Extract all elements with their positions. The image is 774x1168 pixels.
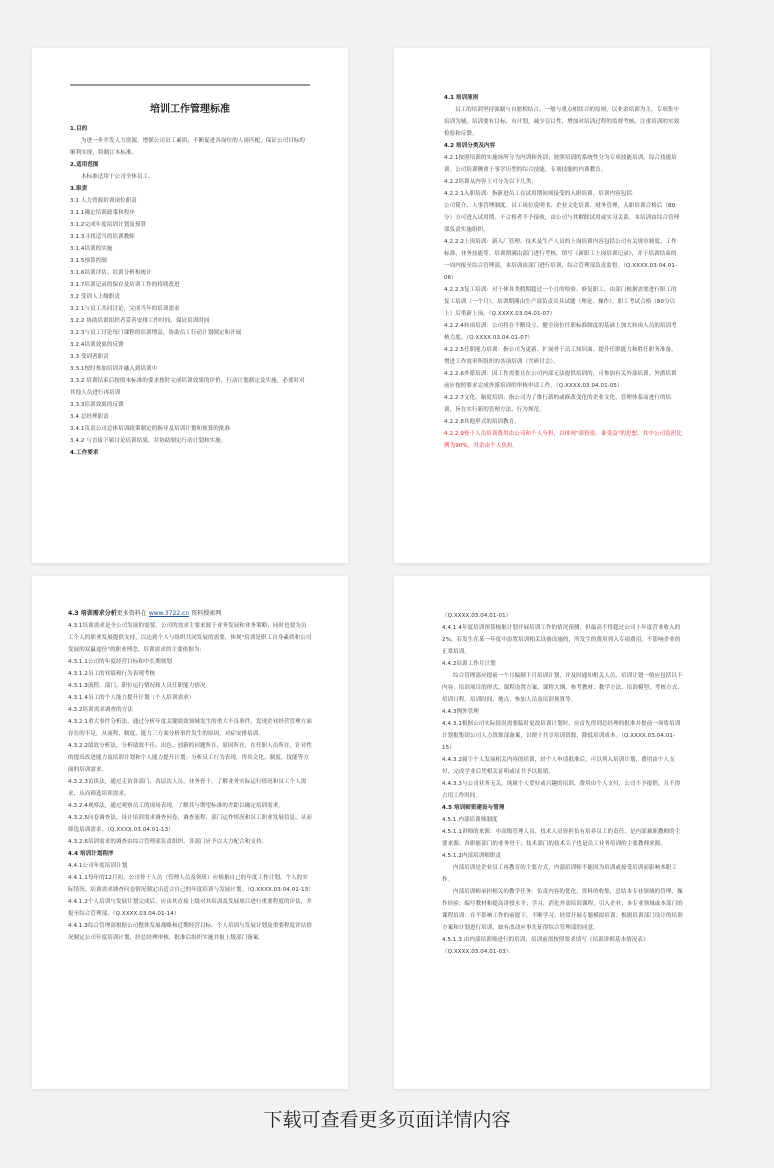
paragraph: 4.3.1.1公司的年度经营目标和中长期规划 bbox=[68, 659, 172, 665]
paragraph: 4.4.1.1每年的12月初，公司骨干人员（管理人员及领班）应根据自己的年度工作计划、个人的实际情况、培训需求调查问卷情况制定出适合自己的年度培训与发展计划。（Q.XXXX.03.04.01-13） bbox=[68, 875, 314, 893]
paragraph: （Q.XXXX.03.04.01-01） bbox=[442, 613, 512, 619]
paragraph: 4.3.2.4观察法，通过观察员工的现场表现，了解其与期望标准的差距以确定培训需求。 bbox=[68, 803, 284, 809]
paragraph: 4.4.3.3与公司业务无关，纯属个人爱好或兴趣的培训，费用由个人支付，公司不予报销，且不得占用工作时间。 bbox=[442, 781, 681, 799]
paragraph: 3.2.2 协助培训组织者妥善安排工作时间，保证培训时间 bbox=[70, 318, 210, 324]
paragraph: 3.2.4培训效果的反馈 bbox=[70, 342, 124, 348]
paragraph: 4.3.1.2员工的业绩和行为表现考核 bbox=[68, 671, 156, 677]
paragraph: 4.3.2.6培训需求的调查由综合管理部负责组织，各部门应予以大力配合和支持。 bbox=[68, 839, 268, 845]
paragraph: 4.5.1.3 由内部培训师进行的培训，培训前需按照要求填写《培训讲师基本情况表》（Q.XXXX.03.04.01-03）。 bbox=[442, 937, 649, 955]
paragraph: 本标准适用于公司全体员工。 bbox=[81, 174, 154, 180]
section-heading: 4.1 培训原则 bbox=[444, 95, 479, 101]
paragraph: 4.3.1.3流程、部门、职位运行情况和人员任职能力情况 bbox=[68, 683, 206, 689]
section-heading: 2.适用范围 bbox=[70, 162, 99, 168]
paragraph: 4.2.2.2上岗培训：新入厂管理、技术及生产人员的上岗培训内容包括公司有关规章制度、工作标准、业务技能等。培训期满由部门进行考核，填写《新职工上岗培训记录》，并于培训结束的一周内报至综合管理部，本培训由部门进行培训，综合管理部负责监督。（Q.XXXX.03.04.01-06） bbox=[444, 239, 678, 281]
paragraph: 4.4.1.4年度培训预算根据计划开展培训工作的情况预测，但最高不得超过公司上年度营业收入的2%。若发生在某一年度中添置培训相关设备设施的，所发生的费用列入专项费用，不影响企业的正常培训。 bbox=[442, 625, 681, 655]
section-heading: 4.5 培训师资建设与管理 bbox=[442, 805, 505, 811]
paragraph: 4.5.1.2内部培训师职责 bbox=[442, 853, 502, 859]
paragraph: 4.2.2.9骨干人员培训费用由公司和个人分担，以体现"谁投资、谁受益"的思想，其中公司负担比例为90%，其余由个人负担。 bbox=[444, 431, 683, 449]
paragraph: 4.2.2.4转岗培训：公司将在不断设立、健全岗位任职标准制度的基础上加大转岗人员的培训考核力度。（Q.XXXX.03.04.01-07） bbox=[444, 323, 677, 341]
paragraph: 3.4.1负责公司总体培训政策制定的指导及培训计划和预算的批准 bbox=[70, 426, 231, 432]
promo-site-name: 资料搜索网 bbox=[191, 610, 222, 617]
paragraph: 4.2.2.1入职培训：指新进员工在试用期间须接受的入职培训。培训内容包括： bbox=[444, 191, 638, 197]
paragraph: 4.3.2.1重大事件分析法，通过分析年度关键绩效领域发生的重大不良事件，发现企业经营管理方面存在的不足，从流程、制度、能力三方面分析事件发生的原因，对症安排培训。 bbox=[68, 719, 312, 737]
paragraph: 4.4.1.2个人培训与发展计划完成后，应由其直接上级对其培训及发展项目进行重要程度的评估，并报至综合管理部。（Q.XXXX.03.04.01-14） bbox=[68, 899, 312, 917]
paragraph: 3.3 受训者职责 bbox=[70, 354, 109, 360]
paragraph: 3.1.2完成年度培训计划及预算 bbox=[70, 222, 147, 228]
page-body bbox=[442, 610, 684, 958]
paragraph: 3.4 总经理职责 bbox=[70, 414, 109, 420]
paragraph: 4.2.2.5任职能力培训：指公司为更新、扩展骨干员工知识面、提升任职能力和胜任职务准备，增进工作效率所组织的各项培训（含研讨会）。 bbox=[444, 347, 677, 365]
page-body bbox=[68, 620, 312, 944]
page-body bbox=[70, 123, 310, 459]
promo-text: 更多资料在 bbox=[116, 610, 147, 617]
section-heading: 4.工作要求 bbox=[70, 450, 99, 456]
paragraph: 3.1.1确定培训政策和程序 bbox=[70, 210, 135, 216]
paragraph: 4.5.1.1讲师的来源：中高级管理人员、技术人员皆担负有培养员工的责任，是内部兼职教师的主要来源；各职能部门的业务骨干；技术部门的技术尖子也是员工业务培训的主要教师来源。 bbox=[442, 829, 681, 847]
paragraph: 4.3.2培训需求调查的方法 bbox=[68, 707, 133, 713]
paragraph: 4.2.2.8其他形式的培训教育。 bbox=[444, 419, 520, 425]
document-title: 培训工作管理标准 bbox=[150, 104, 230, 115]
paragraph: 4.4.1公司年度培训计划 bbox=[68, 863, 128, 869]
paragraph: 综合管理部应提前一个月编制下月培训计划，并及时通知相关人员，培训计划一般应包括以下内容：培训项目的形式、课程设置方案、课程大纲、参考教材、教学方法、培训模型、考核方式、培训日程、培训时间、地点、参加人员及培训预算等。 bbox=[442, 673, 683, 703]
paragraph: 4.3.2.2绩效分析法，分析绩效不佳、出色、创新的问题所在、原因所在，在任职人员所在，针对性的提出改进能力及培训计划和个人能力提升计划；分析员工行为表现，得出文化、制度、技能等方面的培训需求。 bbox=[68, 743, 312, 773]
paragraph: 3.4.2 与直接下属讨论培训结果，并协助制定行动计划和实施。 bbox=[70, 438, 227, 444]
paragraph: 4.3.1培训需求是全公司发展的需要，公司的需求主要来源于业务发展和业务策略；同时也要为员工个人的职业发展提供支持，以达到个人与组织共同发展的需要，体现"培训是职工自身素质和公司发展的双赢途径"的职业理念。培训需求的主要依据为： bbox=[68, 623, 312, 653]
paragraph: 3.1.4培训的实施 bbox=[70, 246, 113, 252]
paragraph: 3.1 人力资源培训岗位职责 bbox=[70, 198, 137, 204]
document-page-4 bbox=[394, 576, 710, 1089]
section-heading: 4.3 培训需求分析 bbox=[68, 610, 117, 617]
paragraph: 4.2.2培训从内容上可分为以下几类： bbox=[444, 179, 537, 185]
paragraph: 4.3.2.5问卷调查法，设计培训需求调查问卷，调查流程、部门运作情况和员工职业发展信息，从而筛选培训需求。（Q.XXXX.03.04.01-13） bbox=[68, 815, 312, 833]
promo-link[interactable]: www.3722.cn bbox=[148, 610, 190, 617]
paragraph: 4.3.2.3访谈法，通过走访各部门、各层次人员、业务骨干，了解业务实际运行情况和员工个人需求，从而筛选培训需求。 bbox=[68, 779, 307, 797]
paragraph: 内部培训是企业员工再教育的主要方式，内部培训师不能因为培训或接受培训而影响本职工作。 bbox=[442, 865, 678, 883]
section-heading: 1.目的 bbox=[70, 126, 88, 132]
page-top-rule bbox=[70, 84, 310, 86]
paragraph: 员工的培训坚持强制与自愿相结合、一般与重点相结合的原则，以业余培训为主，专项集中培训为辅，培训要有目标，有计划，减少盲目性，增加对培训过程的监督考核，注重培训的实效检验和反馈。 bbox=[444, 107, 680, 137]
section-heading: 3.职责 bbox=[70, 186, 88, 192]
page-body bbox=[444, 92, 682, 452]
paragraph: 4.4.1.3综合管理部根据公司整体发展战略和近期经营目标、个人培训与发展计划及重要程度评估情况制定公司年度培训计划，经总经理审核、批准后组织实施并报上级部门备案。 bbox=[68, 923, 312, 941]
paragraph: 4.2.2.6外派培训：因工作需要且在公司内部无法提供培训的，可参加有关外部培训。外派培训前应按照要求完成外派培训的审核申请工作。（Q.XXXX.03.04.01-05） bbox=[444, 371, 677, 389]
paragraph: 4.5.1.内部培训师制度 bbox=[442, 817, 498, 823]
paragraph: 4.2.1按照培训的实施场所分为内训和外训；按照培训的系统性分为专项技能培训，综合技能培训。公司培训侧重于事学历型的综合技能，专项技能的内训教育。 bbox=[444, 155, 677, 173]
paragraph: 3.2.1与员工共同讨论，完成当年的培训需求 bbox=[70, 306, 180, 312]
document-page-1 bbox=[32, 48, 348, 563]
paragraph: 3.3.1按时参加培训并融入到培训中 bbox=[70, 366, 158, 372]
paragraph: 3.1.7培训记录的保存及培训工作的持续改进 bbox=[70, 282, 180, 288]
paragraph: 3.1.3寻找适当的培训教师 bbox=[70, 234, 135, 240]
paragraph: 3.3.3培训效果的反馈 bbox=[70, 402, 124, 408]
paragraph: 3.1.6培训评估、培训分析和统计 bbox=[70, 270, 152, 276]
paragraph: 公司简介、人事管理制度、员工岗位说明书、企业文化培训、财务管理，入职培训合格后（80分）方可进入试用期。不合格者不予接收，由公司与其解除试用或实习关系。本培训由综合管理部负责实施组织。 bbox=[444, 203, 680, 233]
paragraph: 4.4.3.2属于个人发展相关内容的培训，经个人申请批准后，可以列入培训计划，费用由个人支付，完成学业后凭相关证明或证书予以报销。 bbox=[442, 757, 675, 775]
paragraph: 4.2.2.3复工培训：对于休各类假期超过一个月的检验、修复职工，由部门根据需要进行职工的复工培训（一个月）。培训期满由生产部负责出具试题（理论、操作），职工考试合格（80分以上）后重新上岗。（Q.XXXX.03.04.01-07） bbox=[444, 287, 677, 317]
document-page-2 bbox=[394, 48, 710, 563]
document-page-3 bbox=[32, 576, 348, 1089]
paragraph: 3.2.3与员工讨论每门课程的培训增益，协助员工行动计划制定和开展 bbox=[70, 330, 242, 336]
section-heading-with-promo bbox=[68, 608, 312, 620]
paragraph: 为进一步开发人力资源，增强公司员工素质，不断促进各岗位的人岗匹配，保证公司目标的顺利实现，特制订本标准。 bbox=[70, 138, 306, 156]
paragraph: 4.3.1.4员工的个人能力提升计划（个人培训需求） bbox=[68, 695, 195, 701]
section-heading: 4.4 培训计划程序 bbox=[68, 851, 114, 857]
section-heading: 4.2 培训分类及内容 bbox=[444, 143, 496, 149]
paragraph: 4.4.2培训工作月计划 bbox=[442, 661, 496, 667]
paragraph: 4.2.2.7文化、制度培训：指公司为了推行新的或修改变化的企业文化、管理体系而进行的培训，旨在实行新的管理方法、行为规范。 bbox=[444, 395, 672, 413]
download-hint-text: 下载可查看更多页面详情内容 bbox=[263, 1109, 511, 1131]
paragraph: 3.2 受训人上级职责 bbox=[70, 294, 121, 300]
paragraph: 内部培训师承担相关的教学任务：负责内容的优化，资料的收集，总结本专业领域的管理、操作经验；编写教材和提高讲授水平；学习、消化外部培训课程，引入企业；本专业领域或本部门的课程培训：在不影响工作的前提下，不断学习，经常开展专题模拟培训；根据培训部门设计的培训方案和计划进行培训，如有改动应事先征得综合管理部的同意。 bbox=[442, 889, 683, 931]
paragraph: 4.4.3例外管理 bbox=[442, 709, 479, 715]
paragraph: 3.3.2 培训结束后按照本标准的要求按时完成培训效果的评价、行动计划制定及实施，必要时对其他人员进行再培训 bbox=[70, 378, 305, 396]
paragraph: 3.1.5预算控制 bbox=[70, 258, 107, 264]
paragraph: 4.4.3.1根据公司实际情况需要临时更改培训计划时，应首先得到总经理的批准并提前一周将培训计划报集团公司人力资源部备案，以便于共享培训资源，降低培训成本。（Q.XXXX.03.04.01-15） bbox=[442, 721, 681, 751]
